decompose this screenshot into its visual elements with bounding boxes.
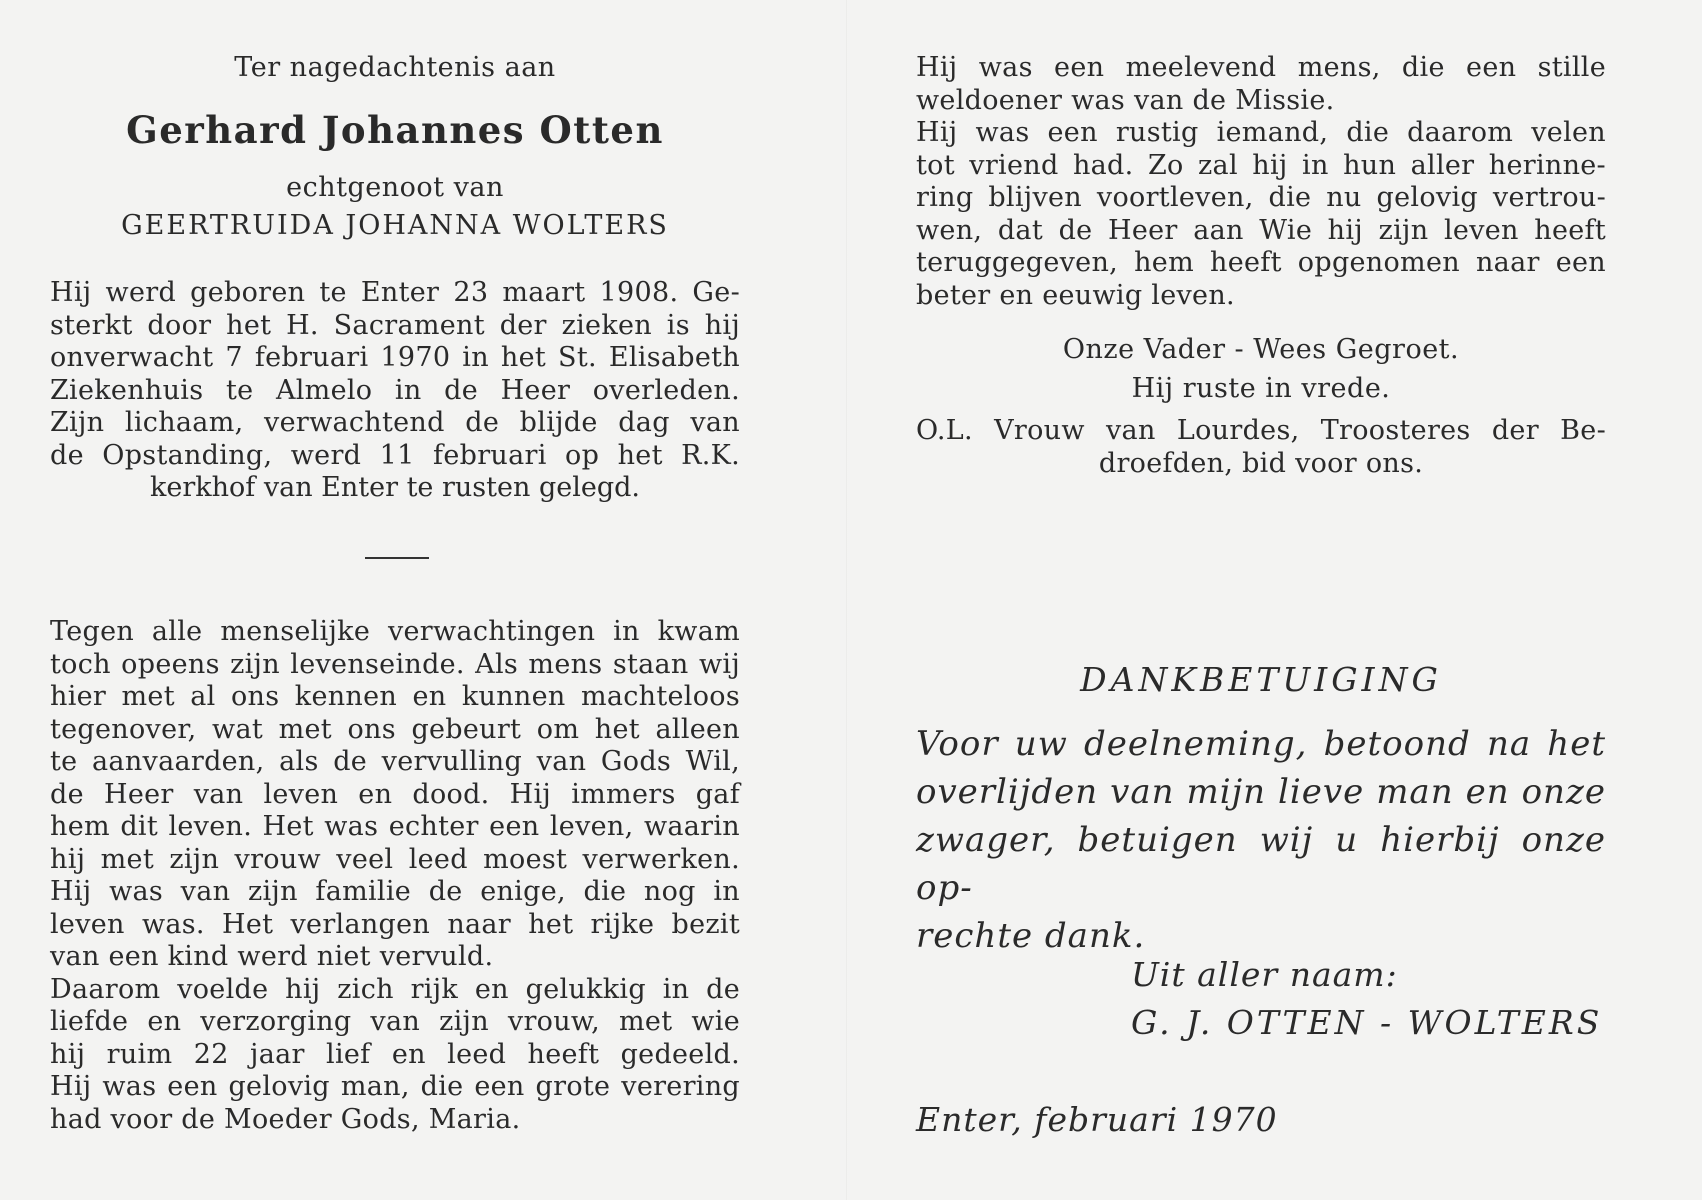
- text-line: onverwacht 7 februari 1970 in het St. Elisabeth: [50, 342, 740, 373]
- text-line: Hij werd geboren te Enter 23 maart 1908. Ge-: [50, 277, 740, 308]
- text-line: droefden, bid voor ons.: [1098, 447, 1424, 479]
- reflection-paragraph: [50, 616, 740, 1136]
- text-line: Tegen alle menselijke verwachtingen in kwam: [50, 616, 740, 647]
- character-paragraph: [916, 52, 1606, 312]
- text-line: Hij was een gelovig man, die een grote verering: [50, 1071, 740, 1102]
- place-and-date: Enter, februari 1970: [916, 1100, 1278, 1139]
- text-line: rechte dank.: [916, 916, 1146, 956]
- text-line: hem dit leven. Het was echter een leven, waarin: [50, 811, 740, 842]
- text-line: de Opstanding, werd 11 februari op het R.K.: [50, 439, 740, 471]
- text-line: beter en eeuwig leven.: [916, 279, 1235, 311]
- text-line: liefde en verzorging van zijn vrouw, met wie: [50, 1006, 740, 1037]
- text-line: weldoener was van de Missie.: [916, 84, 1335, 116]
- text-line: overlijden van mijn lieve man en onze: [916, 772, 1606, 812]
- text-line: hier met al ons kennen en kunnen machteloos: [50, 681, 740, 712]
- text-line: tegenover, wat met ons gebeurt om het alleen: [50, 713, 740, 745]
- text-line: ring blijven voortleven, die nu gelovig vertrou-: [916, 182, 1606, 213]
- text-line: Hij was van zijn familie de enige, die nog in: [50, 876, 740, 907]
- text-line: tot vriend had. Zo zal hij in hun aller herinne-: [916, 149, 1606, 181]
- thanks-paragraph: [916, 720, 1606, 960]
- lourdes-prayer: [916, 415, 1606, 480]
- text-line: had voor de Moeder Gods, Maria.: [50, 1103, 521, 1135]
- text-line: de Heer van leven en dood. Hij immers gaf: [50, 778, 740, 810]
- text-line: Voor uw deelneming, betoond na het: [916, 724, 1606, 764]
- closing-phrase: Uit aller naam:: [1131, 955, 1398, 994]
- text-line: Zijn lichaam, verwachtend de blijde dag van: [50, 407, 740, 438]
- card-fold: [846, 0, 848, 1200]
- rest-in-peace-line: Hij ruste in vrede.: [1131, 373, 1391, 404]
- prayer-line: Onze Vader - Wees Gegroet.: [1062, 334, 1460, 365]
- text-line: hij met zijn vrouw veel leed moest verwerken.: [50, 843, 740, 875]
- text-line: te aanvaarden, als de vervulling van Gods Wil,: [50, 746, 740, 777]
- deceased-name: Gerhard Johannes Otten: [126, 108, 664, 152]
- text-line: zwager, betuigen wij u hierbij onze op-: [916, 820, 1606, 908]
- text-line: wen, dat de Heer aan Wie hij zijn leven heeft: [916, 214, 1606, 246]
- text-line: leven was. Het verlangen naar het rijke bezit: [50, 908, 740, 940]
- signature-name: G. J. OTTEN - WOLTERS: [1131, 1003, 1603, 1042]
- text-line: Hij was een rustig iemand, die daarom velen: [916, 117, 1606, 148]
- spouse-name: GEERTRUIDA JOHANNA WOLTERS: [121, 210, 669, 241]
- biography-last-line: kerkhof van Enter te rusten gelegd.: [150, 472, 640, 503]
- text-line: O.L. Vrouw van Lourdes, Troosteres der Be-: [916, 415, 1606, 446]
- text-line: hij ruim 22 jaar lief en leed heeft gedeeld.: [50, 1038, 740, 1070]
- biography-paragraph: [50, 277, 740, 472]
- text-line: Daarom voelde hij zich rijk en gelukkig in de: [50, 973, 740, 1005]
- text-line: toch opeens zijn levenseinde. Als mens staan wij: [50, 648, 740, 680]
- text-line: van een kind werd niet vervuld.: [50, 941, 494, 972]
- spouse-of-label: echtgenoot van: [286, 172, 504, 203]
- divider: [365, 557, 429, 559]
- text-line: sterkt door het H. Sacrament der zieken is hij: [50, 309, 740, 341]
- memorial-intro: Ter nagedachtenis aan: [234, 52, 556, 83]
- text-line: Hij was een meelevend mens, die een stille: [916, 52, 1606, 83]
- text-line: teruggegeven, hem heeft opgenomen naar een: [916, 247, 1606, 278]
- thanks-heading: DANKBETUIGING: [1080, 660, 1442, 699]
- text-line: Ziekenhuis te Almelo in de Heer overleden.: [50, 374, 740, 406]
